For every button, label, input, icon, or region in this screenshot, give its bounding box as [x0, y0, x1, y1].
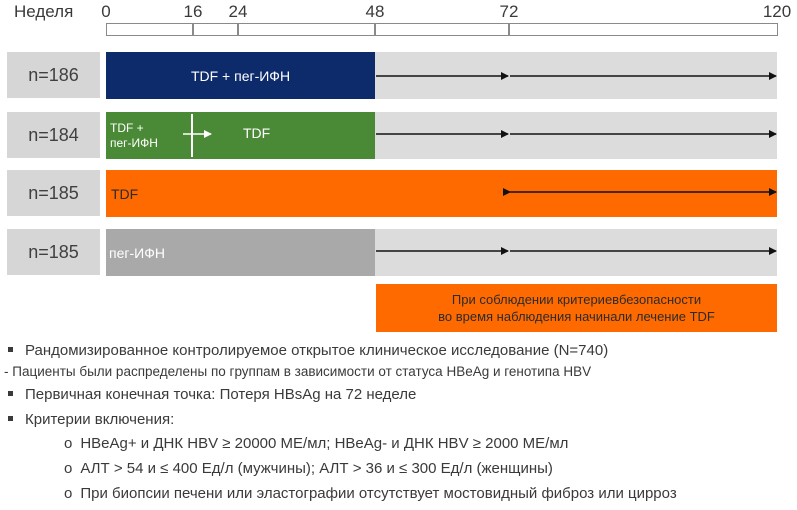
arm-2-initial-line1: TDF +: [110, 121, 144, 135]
note-line-1: При соблюдении критериевбезопасности: [451, 292, 702, 307]
bullet-criteria-text: Критерии включения:: [25, 411, 175, 428]
bullet-square-icon: [8, 416, 13, 421]
axis-title: Неделя: [14, 2, 74, 21]
criteria-item: [64, 435, 568, 452]
criteria-item: [64, 485, 677, 502]
bullet-endpoint-text: Первичная конечная точка: Потеря HBsAg на 72 неделе: [25, 386, 417, 403]
arm-1-n-label: n=186: [7, 52, 100, 98]
arm-4-n-label: n=185: [7, 229, 100, 275]
sub-bullet-marker: o: [64, 435, 73, 452]
tick-week-24: 24: [228, 2, 248, 21]
sub-bullet-marker: o: [64, 485, 73, 502]
arm-2-initial-line2: пег-ИФН: [110, 136, 158, 150]
arm-3-treatment-label: TDF: [111, 185, 139, 202]
bullet-square-icon: [8, 347, 13, 352]
bullet-randomization-text: - Пациенты были распределены по группам в зависимости от статуса HBeAg и генотипа HBV: [4, 364, 592, 379]
bullet-square-icon: [8, 391, 13, 396]
arm-3-arrowhead-72: [503, 188, 511, 196]
bullet-design: [8, 342, 608, 359]
arm-3-n-label: n=185: [7, 170, 100, 216]
criteria-item-text: АЛТ > 54 и ≤ 400 Ед/л (мужчины); АЛТ > 36 и ≤ 300 Ед/л (женщины): [80, 460, 553, 477]
arm-2-treatment-label: TDF: [243, 125, 271, 141]
tdf-start-note: [376, 284, 777, 332]
criteria-item-text: HBeAg+ и ДНК HBV ≥ 20000 МЕ/мл; HBeAg- и ДНК HBV ≥ 2000 МЕ/мл: [80, 435, 569, 452]
tick-week-72: 72: [499, 2, 519, 21]
bullet-criteria: [8, 411, 174, 428]
bullet-design-text: Рандомизированное контролируемое открытое клиническое исследование (N=740): [25, 342, 609, 359]
note-line-2: во время наблюдения начинали лечение TDF: [438, 309, 715, 324]
bullet-endpoint: [8, 386, 416, 403]
arm-4-treatment-label: пег-ИФН: [109, 244, 165, 261]
tick-week-48: 48: [365, 2, 385, 21]
sub-bullet-marker: o: [64, 460, 73, 477]
arm-2-n-label: n=184: [7, 112, 100, 158]
tick-week-120: 120: [762, 2, 792, 21]
criteria-item: [64, 460, 553, 477]
criteria-item-text: При биопсии печени или эластографии отсутствует мостовидный фиброз или цирроз: [80, 485, 677, 502]
bullet-randomization: [4, 364, 591, 379]
arm-1-treatment-label: TDF + пег-ИФН: [190, 67, 291, 84]
tick-week-16: 16: [183, 2, 203, 21]
tick-week-0: 0: [101, 2, 111, 21]
